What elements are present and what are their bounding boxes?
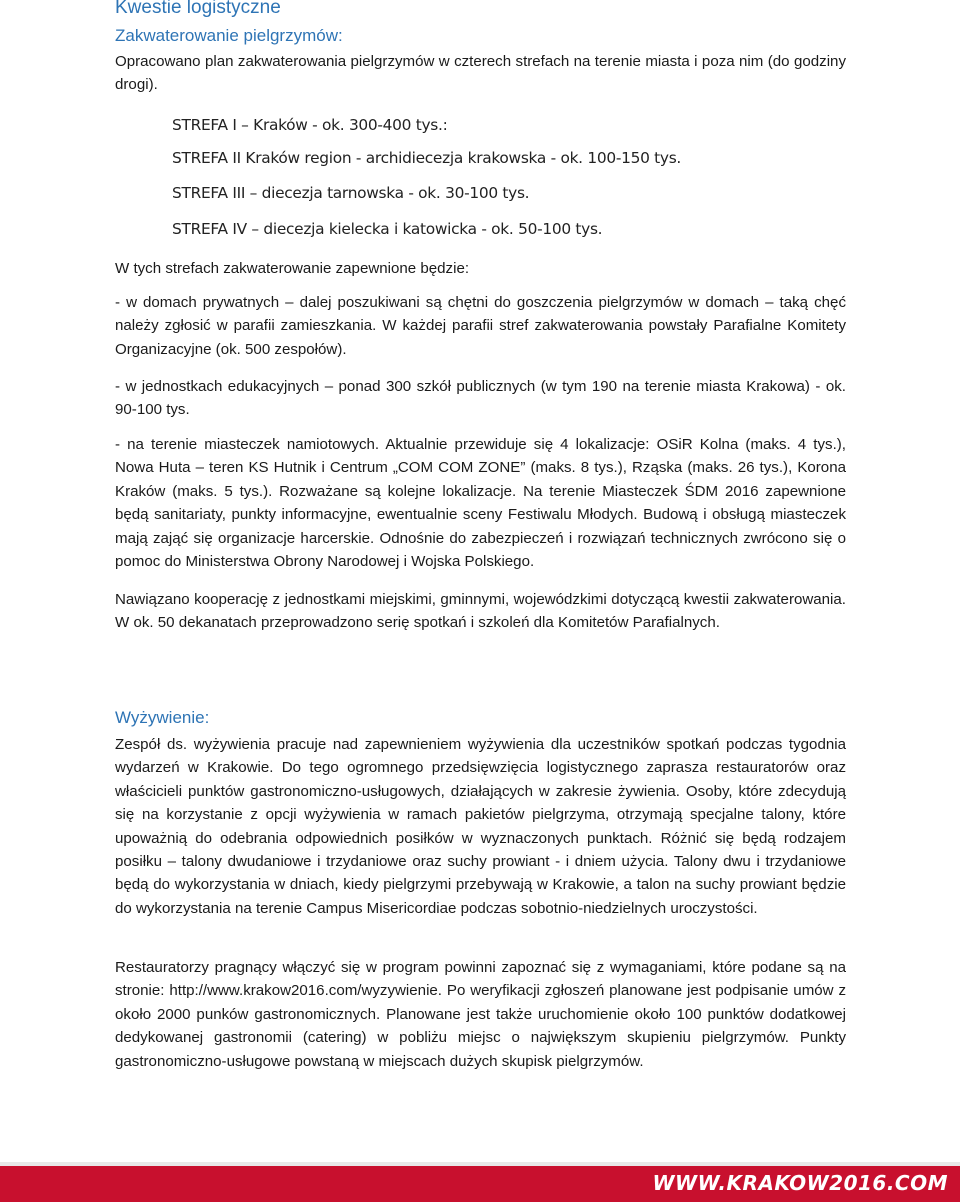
accommodation-closing: Nawiązano kooperację z jednostkami miejskimi, gminnymi, wojewódzkimi dotyczącą kwestii zakwaterowania. W ok. 50 dekanatach przeprowadzono serię spotkań i szkoleń dla Komitetów Parafialnych. [115,591,846,632]
accommodation-private-homes: - w domach prywatnych – dalej poszukiwani są chętni do goszczenia pielgrzymów w domach – taką chęć należy zgłosić w parafii zamieszkania. W każdej parafii stref zakwaterowania powstały Parafialne Komitety Organizacyjne (ok. 500 zespołów). [115,294,846,358]
section-title-accommodation: Zakwaterowanie pielgrzymów: [115,26,343,45]
zone-item: STREFA II Kraków region - archidiecezja krakowska - ok. 100-150 tys. [172,149,682,167]
document-heading: Kwestie logistyczne [115,0,281,18]
zone-item: STREFA III – diecezja tarnowska - ok. 30-100 tys. [172,184,530,202]
accommodation-schools: - w jednostkach edukacyjnych – ponad 300 szkół publicznych (w tym 190 na terenie miasta Krakowa) - ok. 90-100 tys. [115,378,846,419]
zones-lead: W tych strefach zakwaterowanie zapewnione będzie: [115,260,470,277]
food-paragraph-2: Restauratorzy pragnący włączyć się w program powinni zapoznać się z wymaganiami, które podane są na stronie: http://www.krakow2016.com/wyzywienie. Po weryfikacji zgłoszeń planowane jest podpisanie umów z około 2000 punków gastronomicznych. Planowane jest także uruchomienie około 100 punktów dodatkowej dedykowanej gastronomii (catering) w pobliżu miejsc o największym skupieniu pielgrzymów. Punkty gastronomiczno-usługowe powstaną w miejscach dużych skupisk pielgrzymów. [115,959,846,1070]
accommodation-tent-towns: - na terenie miasteczek namiotowych. Aktualnie przewiduje się 4 lokalizacje: OSiR Kolna (maks. 4 tys.), Nowa Huta – teren KS Hutnik i Centrum „COM COM ZONE” (maks. 8 tys.), Rząska (maks. 26 tys.), Korona Kraków (maks. 5 tys.). Rozważane są kolejne lokalizacje. Na terenie Miasteczek ŚDM 2016 zapewnione będą sanitariaty, punkty informacyjne, ewentualnie sceny Festiwalu Młodych. Budową i obsługą miasteczek mają zająć się organizacje harcerskie. Odnośnie do zabezpieczeń i rozwiązań technicznych zwrócono się o pomoc do Ministerstwa Obrony Narodowej i Wojska Polskiego. [115,436,846,571]
accommodation-intro: Opracowano plan zakwaterowania pielgrzymów w czterech strefach na terenie miasta i poza nim (do godziny drogi). [115,53,846,94]
footer-url: WWW.KRAKOW2016.COM [652,1171,948,1195]
footer-bar [0,1162,960,1202]
zone-item: STREFA IV – diecezja kielecka i katowicka - ok. 50-100 tys. [172,220,603,238]
zone-item: STREFA I – Kraków - ok. 300-400 tys.: [172,116,448,134]
section-title-food: Wyżywienie: [115,708,210,727]
food-paragraph-1: Zespół ds. wyżywienia pracuje nad zapewnieniem wyżywienia dla uczestników spotkań podczas tygodnia wydarzeń w Krakowie. Do tego ogromnego przedsięwzięcia logistycznego zaprasza restauratorów oraz właścicieli punktów gastronomiczno-usługowych, działających w zakresie żywienia. Osoby, które zdecydują się na korzystanie z opcji wyżywienia w ramach pakietów pielgrzyma, otrzymają specjalne talony, które upoważnią do odebrania odpowiednich posiłków w wyznaczonych punktach. Różnić się będą rodzajem posiłku – talony dwudaniowe i trzydaniowe oraz suchy prowiant - i dniem użycia. Talony dwu i trzydaniowe będą do wykorzystania w dniach, kiedy pielgrzymi przebywają w Krakowie, a talon na suchy prowiant będzie do wykorzystania na terenie Campus Misericordiae podczas sobotnio-niedzielnych uroczystości. [115,736,846,917]
footer-stripe [0,1162,960,1166]
